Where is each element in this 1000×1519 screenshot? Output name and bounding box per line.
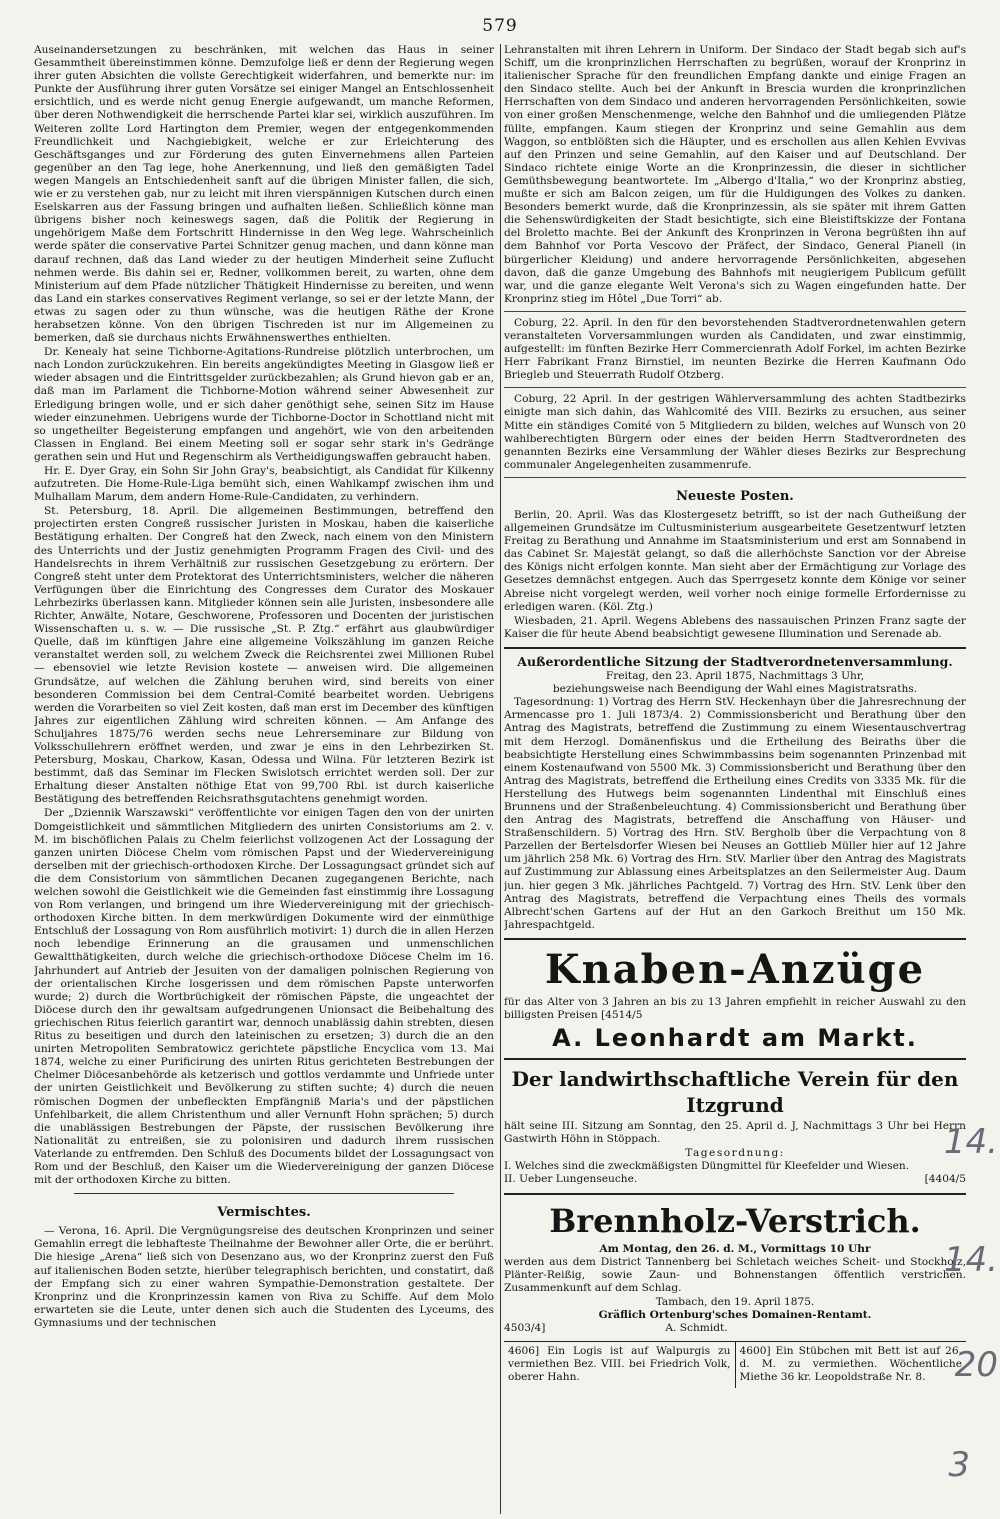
ad-brennholz-footer xyxy=(504,1322,966,1335)
ad-reference: [4514/5 xyxy=(601,1009,643,1021)
ad-reference: 4503/4] xyxy=(504,1322,546,1335)
ad-verein-title: Der landwirthschaftliche Verein für den Itzgrund xyxy=(511,1067,959,1118)
section-title-neueste-posten: Neueste Posten. xyxy=(676,488,794,504)
article-verona: — Verona, 16. April. Die Vergnügungsreise des deutschen Kronprinzen und seiner Gemahlin erregt die lebhafteste Theilnahme der Bewohner aller Orte, die er berührt. Die hiesige „Arena“ ließ sich von Desenzano aus, wo der Kronprinz zuerst den Fuß auf italienischen Boden setzte, hierüber telegraphisch berichten, und constatirt, daß der Empfang sich zu einer wahren Sympathie-Demonstration gestaltete. Der Kronprinz und die Kronprinzessin kamen von Riva zu Schiffe. Auf dem Molo erwarteten sie die Leute, unter denen sich auch die Studenten des Lyceums, des Gymnasiums und der technischen xyxy=(34,1225,494,1329)
article-coburg-1: Coburg, 22. April. In den für den bevorstehenden Stadtverordnetenwahlen getern veranstalteten Vorversammlungen wurden als Candidaten, und zwar einstimmig, aufgestellt: im fünften Bezirke Herr Commercienrath Adolf Forkel, im achten Bezirke Herr Fabrikant Franz Birnstiel, im neunten Bezirke die Herren Kaufmann Odo Briegleb und Steuerrath Rudolf Otzberg. xyxy=(504,316,966,382)
ad-brennholz-title: Brennholz-Verstrich. xyxy=(549,1201,921,1240)
ad-verein-item-1: I. Welches sind die zweckmäßigsten Düngmittel für Kleefelder und Wiesen. xyxy=(504,1160,910,1173)
ad-brennholz-date: Am Montag, den 26. d. M., Vormittags 10 Uhr xyxy=(599,1242,871,1255)
ad-reference: [4404/5 xyxy=(924,1173,966,1186)
meeting-title: Außerordentliche Sitzung der Stadtverordnetenversammlung. xyxy=(517,653,953,669)
section-divider xyxy=(74,1193,454,1194)
ad-signature: A. Schmidt. xyxy=(665,1322,728,1335)
right-column xyxy=(504,44,966,1514)
meeting-subtitle: beziehungsweise nach Beendigung der Wahl eines Magistratsraths. xyxy=(552,683,918,696)
divider xyxy=(504,647,966,649)
left-column xyxy=(34,44,501,1514)
agenda-item-text: II. Ueber Lungenseuche. xyxy=(504,1173,638,1186)
divider xyxy=(504,311,966,312)
pencil-mark: 14. xyxy=(943,1240,998,1280)
divider xyxy=(504,387,966,388)
ad-brennholz-place: Tambach, den 19. April 1875. xyxy=(655,1295,815,1308)
small-ad-logis: 4606] Ein Logis ist auf Walpurgis zu vermiethen Bez. VIII. bei Friedrich Volk, oberer Hahn. xyxy=(504,1342,736,1387)
divider xyxy=(504,1058,966,1060)
article-dyer-gray: Hr. E. Dyer Gray, ein Sohn Sir John Gray's, beabsichtigt, als Candidat für Kilkenny aufzutreten. Die Home-Rule-Liga bemüht sich, einen Wahlkampf zwischen ihm und Mulhallam Marum, dem andern Home-Rule-Candidaten, zu verhindern. xyxy=(34,465,494,504)
pencil-mark: 20 xyxy=(954,1345,998,1385)
ad-verein-agenda-label: Tagesordnung: xyxy=(685,1147,785,1160)
page-number: 579 xyxy=(482,16,518,36)
pencil-mark: 14. xyxy=(943,1122,998,1162)
divider xyxy=(504,938,966,940)
article-verona-continued: Lehranstalten mit ihren Lehrern in Uniform. Der Sindaco der Stadt begab sich auf's Schiff, um die kronprinzlichen Herrschaften zu begrüßen, worauf der Kronprinz in italienischer Sprache für den freundlichen Empfang dankte und einige Fragen an den Sindaco stellte. Auch bei der Ankunft in Brescia wurden die kronprinzlichen Herrschaften von dem Sindaco und anderen hervorragenden Persönlichkeiten, sowie von einer großen Menschenmenge, welche den Bahnhof und die umliegenden Plätze füllte, empfangen. Kaum stiegen der Kronprinz und seine Gemahlin aus dem Waggon, so entblößten sich die Häupter, und es erschollen aus allen Kehlen Evvivas auf den Prinzen und seine Gemahlin, auf den Kaiser und auf Deutschland. Der Sindaco richtete einige Worte an die Kronprinzessin, die dieser in sichtlicher Gemüthsbewegung beantwortete. Im „Albergo d'Italia,“ wo der Kronprinz abstieg, mußte er sich am Balcon zeigen, um für die Huldigungen des Volkes zu danken. Besonders bemerkt wurde, daß die Kronprinzessin, als sie später mit ihrem Gatten die Sehenswürdigkeiten der Stadt besichtigte, sich eine Bleistiftskizze der Fontana del Broletto machte. Bei der Ankunft des Kronprinzen in Verona begrüßten ihn auf dem Bahnhof vor Porta Vescovo der Präfect, der Sindaco, General Pianell (in bürgerlicher Kleidung) und andere hervorragende Persönlichkeiten, abgesehen davon, daß die ganze Umgebung des Bahnhofs mit neugierigem Publicum gefüllt war, und die ganze elegante Welt Verona's sich zu Wagen eingefunden hatte. Der Kronprinz stieg im Hôtel „Due Torri“ ab. xyxy=(504,44,966,305)
ad-verein-text: hält seine III. Sitzung am Sonntag, den 25. April d. J, Nachmittags 3 Uhr bei Herrn Gastwirth Höhn in Stöppach. xyxy=(504,1120,966,1146)
ad-brennholz-office: Gräflich Ortenburg'sches Domainen-Rentamt. xyxy=(598,1309,872,1322)
ad-knaben-anzuege-title: Knaben-Anzüge xyxy=(544,945,926,993)
article-dziennik: Der „Dziennik Warszawski“ veröffentlichte vor einigen Tagen den von der unirten Domgeistlichkeit und sämmtlichen Mitgliedern des unirten Consistoriums am 2. v. M. im bischöflichen Palais zu Chelm feierlichst vollzogenen Act der Lossagung der ganzen unirten Diöcese Chelm vom römischen Papst und der Wiedervereinigung derselben mit der griechisch-orthodoxen Kirche. Der Lossagungsact gründet sich auf die dem Consistorium von sämmtlichen Decanen zugegangenen Berichte, nach welchen sowohl die Geistlichkeit wie die Gemeinden fast einstimmig ihre Lossagung von Rom verlangen, und bringend um ihre Wiedervereinigung mit der griechisch-orthodoxen Kirche bitten. In dem merkwürdigen Dokumente wird der einmüthige Entschluß der Lossagung von Rom ausführlich motivirt: 1) durch die in allen Herzen noch lebendige Erinnerung an die grausamen und unmenschlichen Gewaltthätigkeiten, durch welche die griechisch-orthodoxe Diöcese Chelm im 16. Jahrhundert auf Antrieb der Jesuiten von der damaligen polnischen Regierung von der orientalischen Kirche losgerissen und dem römischen Papste unterworfen wurde; 2) durch die Wortbrüchigkeit der römischen Päpste, die ungeachtet der Diöcese durch den ihr gewaltsam aufgedrungenen Unionsact die Beibehaltung des griechischen Ritus feierlich garantirt war, dennoch unablässig dahin strebten, diesen Ritus zu beseitigen und durch den lateinischen zu ersetzen; 3) durch die an den unirten Metropoliten Sembratowicz gerichtete päpstliche Encyclica vom 13. Mai 1874, welche zu einer Purificirung des unirten Ritus gerichteten Bestrebungen der Chelmer Diöcesanbehörde als ketzerisch und gottlos verdammte und Unfriede unter der unirten Geistlichkeit und Bevölkerung zu stiften suchte; 4) durch die neuen römischen Dogmen der unbefleckten Empfängniß Maria's und der päpstlichen Unfehlbarkeit, die allem Christenthum und aller Vernunft Hohn sprächen; 5) durch die unablässigen Bestrebungen der Päpste, der russischen Bevölkerung ihre Nationalität zu entreißen, sie zu polonisiren und dadurch ihrem russischen Vaterlande zu entfremden. Den Schluß des Documents bildet der Lossagungsact von Rom und der Beschluß, den Kaiser um die Wiedervereinigung der ganzen Diöcese mit der orthodoxen Kirche zu bitten. xyxy=(34,807,494,1187)
pencil-mark: 3 xyxy=(948,1445,970,1485)
ad-brennholz-text: werden aus dem District Tannenberg bei Schletach weiches Scheit- und Stockholz, Plänter-Reißig, sowie Zaun- und Bohnenstangen öffentlich verstrichen. Zusammenkunft auf dem Schlag. xyxy=(504,1255,966,1294)
small-ads xyxy=(504,1341,966,1387)
article-coburg-2: Coburg, 22 April. In der gestrigen Wählerversammlung des achten Stadtbezirks einigte man sich dahin, das Wahlcomité des VIII. Bezirks zu ersuchen, aus seiner Mitte ein ständiges Comité von 5 Mitgliedern zu bilden, welches auf Wunsch von 20 wahlberechtigten Bürgern oder eines der beiden Herrn Stadtverordneten des genannten Bezirks eine Versammlung der Wähler dieses Bezirks zur Besprechung communaler Angelegenheiten zusammenrufe. xyxy=(504,393,966,471)
article-hartington: Auseinandersetzungen zu beschränken, mit welchen das Haus in seiner Gesammtheit übereinstimmen könne. Demzufolge ließ er denn der Regierung wegen ihrer guten Absichten die vollste Gerechtigkeit widerfahren, und bemerkte nur: im Punkte der Ausführung ihrer guten Vorsätze sei einiger Mangel an Entschlossenheit ersichtlich, und es werde nicht genug Energie aufgewandt, um manche Reformen, über deren Nothwendigkeit die herrschende Partei klar sei, wirklich auszuführen. Im Weiteren zollte Lord Hartington dem Premier, wegen der entgegenkommenden Freundlichkeit und Nachgiebigkeit, welche er zur Erleichterung des Geschäftsganges und zur Förderung des guten Einvernehmens allen Parteien gegenüber an den Tag lege, hohe Anerkennung, und ließ den gemäßigten Tadel wegen Mangels an Entschiedenheit sanft auf die übrigen Minister fallen, die sich, wie er zu verstehen gab, nur zu leicht mit ihren vierspännigen Kutschen durch einen Eselskarren aus der Fassung bringen und aufhalten ließen. Schließlich könne man übrigens bisher noch keineswegs sagen, daß die Politik der Regierung in ungehörigem Maße dem Fortschritt Hindernisse in den Weg lege. Wahrscheinlich werde später die conservative Partei Schnitzer genug machen, und dann könne man darauf rechnen, daß das Land wieder zu der heutigen Minderheit seine Zuflucht nehmen werde. Bis dahin sei er, Redner, vollkommen bereit, zu warten, ohne dem Ministerium auf dem Pfade nützlicher Thätigkeit Hindernisse zu bereiten, und wenn das Land ein starkes conservatives Regiment verlange, so sei er der letzte Mann, der etwas zu sagen oder zu thun wünsche, was die heutigen Räthe der Krone herabsetzen könne. Von den übrigen Tischreden ist nur im Allgemeinen zu bemerken, daß sie durchaus nichts Erwähnenswerthes enthielten. xyxy=(34,44,494,345)
meeting-agenda: Tagesordnung: 1) Vortrag des Herrn StV. Heckenhayn über die Jahresrechnung der Armencasse pro 1. Juli 1873/4. 2) Commissionsbericht und Berathung über den Antrag des Magistrats, betreffend die Zustimmung zu einem Wiesentauschvertrag mit dem Herzogl. Domänenfiskus und die Ertheilung des Beiraths über die beabsichtigte Herstellung eines Schwimmbassins beim sogenannten Prinzenbad mit einem Kostenaufwand von 5500 Mk. 3) Commissionsbericht und Berathung über den Antrag des Magistrats, betreffend die Ertheilung eines Credits von 3335 Mk. für die Herstellung des Hutwegs beim sogenannten Lindenthal mit Einschluß eines Brunnens und der Straßenbeleuchtung. 4) Commissionsbericht und Berathung über den Antrag des Magistrats, betreffend die Anschaffung von Häuser- und Straßenschildern. 5) Vortrag des Hrn. StV. Bergholb über die Verpachtung von 8 Parzellen der Bertelsdorfer Wiesen bei Neuses an Gottlieb Müller hier auf 12 Jahre um jährlich 258 Mk. 6) Vortrag des Hrn. StV. Marlier über den Antrag des Magistrats auf Zustimmung zur Ablassung eines Arbeitsplatzes an den Seilermeister Aug. Daum jun. hier gegen 3 Mk. jährliches Pachtgeld. 7) Vortrag des Hrn. StV. Lenk über den Antrag des Magistrats, betreffend die Verpachtung eines Theils des vormals Albrecht'schen Gartens auf der Hut an den Garkoch Breithut um 150 Mk. Jahrespachtgeld. xyxy=(504,696,966,931)
small-ad-stuebchen: 4600] Ein Stübchen mit Bett ist auf 26. d. M. zu vermiethen. Wöchentliche Miethe 36 kr. Leopoldstraße Nr. 8. xyxy=(739,1345,962,1384)
ad-firm-leonhardt: A. Leonhardt am Markt. xyxy=(552,1024,918,1053)
section-title-vermischtes: Vermischtes. xyxy=(217,1205,311,1221)
ad-knaben-anzuege-text xyxy=(504,996,966,1022)
ad-text: für das Alter von 3 Jahren an bis zu 13 Jahren empfiehlt in reicher Auswahl zu den billigsten Preisen xyxy=(504,995,966,1021)
meeting-date: Freitag, den 23. April 1875, Nachmittags 3 Uhr, xyxy=(605,670,865,683)
article-kenealy: Dr. Kenealy hat seine Tichborne-Agitations-Rundreise plötzlich unterbrochen, um nach London zurückzukehren. Ein bereits angekündigtes Meeting in Glasgow ließ er wieder absagen und die Eintrittsgelder zurückbezahlen; als Grund hievon gab er an, daß man im Parlament die Tichborne-Motion während seiner Abwesenheit zur Erledigung bringen wolle, und er sich daher genöthigt sehe, seinen Sitz im Hause wieder einzunehmen. Uebrigens wurde der Tichborne-Doctor in Schottland nicht mit so ungetheilter Begeisterung empfangen und angehört, wie von den arbeitenden Classen in England. Bei einem Meeting soll er sogar sehr stark in's Gedränge gerathen sein und Hut und Regenschirm als Vertheidigungswaffen gebraucht haben. xyxy=(34,346,494,463)
divider xyxy=(504,477,966,478)
article-st-petersburg: St. Petersburg, 18. April. Die allgemeinen Bestimmungen, betreffend den projectirten ersten Congreß russischer Juristen in Moskau, haben die kaiserliche Bestätigung erhalten. Der Congreß hat den Zweck, nach einem von den Ministern des Unterrichts und der Justiz genehmigten Programm Fragen des Civil- und des Handelsrechts in ihrem Verhältniß zur russischen Gesetzgebung zu erörtern. Der Congreß steht unter dem Protektorat des Unterrichtsministers, welcher die näheren Verfügungen über die Einrichtung des Congresses dem Curator des Moskauer Lehrbezirks überlassen kann. Mitglieder können sein alle Juristen, insbesondere alle Richter, Anwälte, Notare, Geschworene, Professoren und Docenten der juristischen Wissenschaften u. s. w. — Die russische „St. P. Ztg.“ erfährt aus glaubwürdiger Quelle, daß im künftigen Jahre eine allgemeine Volkszählung im ganzen Reiche veranstaltet werden soll, zu welchem Zweck die Reichsrentei zwei Millionen Rubel — ebensoviel wie letzte Revision kostete — anweisen wird. Die allgemeinen Grundsätze, auf welchen die Zählung beruhen wird, sind bereits von einer besonderen Commission bei dem Central-Comité bearbeitet worden. Uebrigens werden die Vorarbeiten so viel Zeit kosten, daß man erst im December des künftigen Jahres zur eigentlichen Zählung wird schreiten können. — Am Anfange des Schuljahres 1875/76 werden sechs neue Lehrerseminare zur Bildung von Volksschullehrern eröffnet werden, und zwar je eins in den Lehrbezirken St. Petersburg, Moskau, Charkow, Kasan, Odessa und Wilna. Für letzteren Bezirk ist bestimmt, daß das Seminar im Flecken Swislotsch errichtet werden soll. Der zur Erhaltung dieser Anstalten nöthige Etat von 99,700 Rbl. ist durch kaiserliche Bestätigung des betreffenden Reichsrathsgutachtens genehmigt worden. xyxy=(34,505,494,806)
article-wiesbaden: Wiesbaden, 21. April. Wegens Ablebens des nassauischen Prinzen Franz sagte der Kaiser die für heute Abend beabsichtigt gewesene Illumination und Serenade ab. xyxy=(504,614,966,640)
article-berlin: Berlin, 20. April. Was das Klostergesetz betrifft, so ist der nach Gutheißung der allgemeinen Grundsätze im Cultusministerium ausgearbeitete Gesetzentwurf letzten Freitag zu Berathung und Annahme im Staatsministerium und erst am Sonnabend in das Cabinet Sr. Majestät gelangt, so daß die allerhöchste Sanction vor der Abreise des Königs nicht erfolgen konnte. Man sieht aber der Ermächtigung zur Vorlage des Gesetzes demnächst entgegen. Auch das Sperrgesetz konnte dem Könige vor seiner Abreise nicht vorgelegt werden, weil vorher noch einige formelle Erfordernisse zu erledigen waren. (Köl. Ztg.) xyxy=(504,509,966,613)
ad-verein-item-2 xyxy=(504,1173,966,1186)
divider xyxy=(504,1193,966,1195)
